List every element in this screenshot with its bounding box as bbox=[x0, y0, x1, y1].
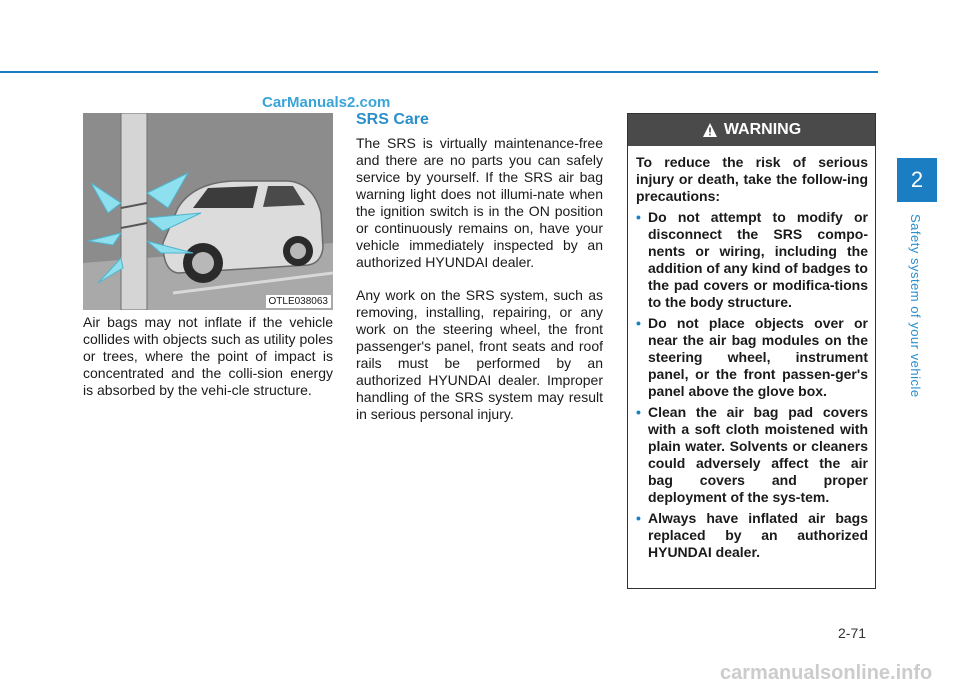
header-rule bbox=[0, 71, 878, 73]
footer-watermark: carmanualsonline.info bbox=[720, 662, 933, 684]
warning-content bbox=[636, 154, 868, 565]
warning-triangle-icon bbox=[702, 122, 718, 138]
bullet-icon: • bbox=[636, 209, 641, 225]
car-pole-illustration bbox=[83, 113, 333, 310]
warning-item bbox=[636, 315, 868, 400]
warning-item bbox=[636, 404, 868, 506]
warning-item-text: Clean the air bag pad covers with a soft cloth moistened with plain water. Solvents or cleaners could adversely affect the air bag covers and proper deployment of the sys-tem. bbox=[648, 404, 868, 505]
left-paragraph: Air bags may not inflate if the vehicle collides with objects such as utility poles or trees, where the point of impact is concentrated and the colli-sion energy is absorbed by the vehi-cle structure. bbox=[83, 314, 333, 398]
warning-item-text: Always have inflated air bags replaced by an authorized HYUNDAI dealer. bbox=[648, 510, 868, 560]
page-number: 2-71 bbox=[838, 625, 867, 641]
warning-box bbox=[627, 113, 876, 589]
chapter-title: Safety system of your vehicle bbox=[908, 214, 923, 398]
figure-code: OTLE038063 bbox=[266, 295, 332, 308]
chapter-tab: 2 bbox=[897, 158, 937, 202]
warning-item bbox=[636, 510, 868, 561]
warning-item-text: Do not place objects over or near the air bag modules on the steering wheel, instrument panel, or the front passen-ger's panel above the glove box. bbox=[648, 315, 868, 399]
warning-intro: To reduce the risk of serious injury or death, take the follow-ing precautions: bbox=[636, 154, 868, 204]
utility-pole-icon bbox=[121, 113, 147, 310]
warning-list bbox=[636, 209, 868, 561]
warning-header bbox=[628, 114, 875, 146]
bullet-icon: • bbox=[636, 510, 641, 526]
site-watermark: CarManuals2.com bbox=[262, 94, 391, 111]
warning-item bbox=[636, 209, 868, 311]
airbag-illustration bbox=[83, 113, 333, 310]
warning-item-text: Do not attempt to modify or disconnect the SRS compo-nents or wiring, including the addition of any kind of badges to the pad covers or modifica-tions to the body structure. bbox=[648, 209, 868, 310]
srs-care-paragraph-1: The SRS is virtually maintenance-free and there are no parts you can safely service by yourself. If the SRS air bag warning light does not illumi-nate when the ignition switch is in the ON position or continuously remains on, have your vehicle immediately inspected by an authorized HYUNDAI dealer. bbox=[356, 135, 603, 270]
srs-care-paragraph-2: Any work on the SRS system, such as removing, installing, repairing, or any work on the steering wheel, the front passenger's panel, front seats and roof rails must be performed by an authorized HYUNDAI dealer. Improper handling of the SRS system may result in serious personal injury. bbox=[356, 287, 603, 422]
section-title-srs-care: SRS Care bbox=[356, 111, 429, 128]
warning-title: WARNING bbox=[723, 121, 802, 138]
bullet-icon: • bbox=[636, 404, 641, 420]
bullet-icon: • bbox=[636, 315, 641, 331]
